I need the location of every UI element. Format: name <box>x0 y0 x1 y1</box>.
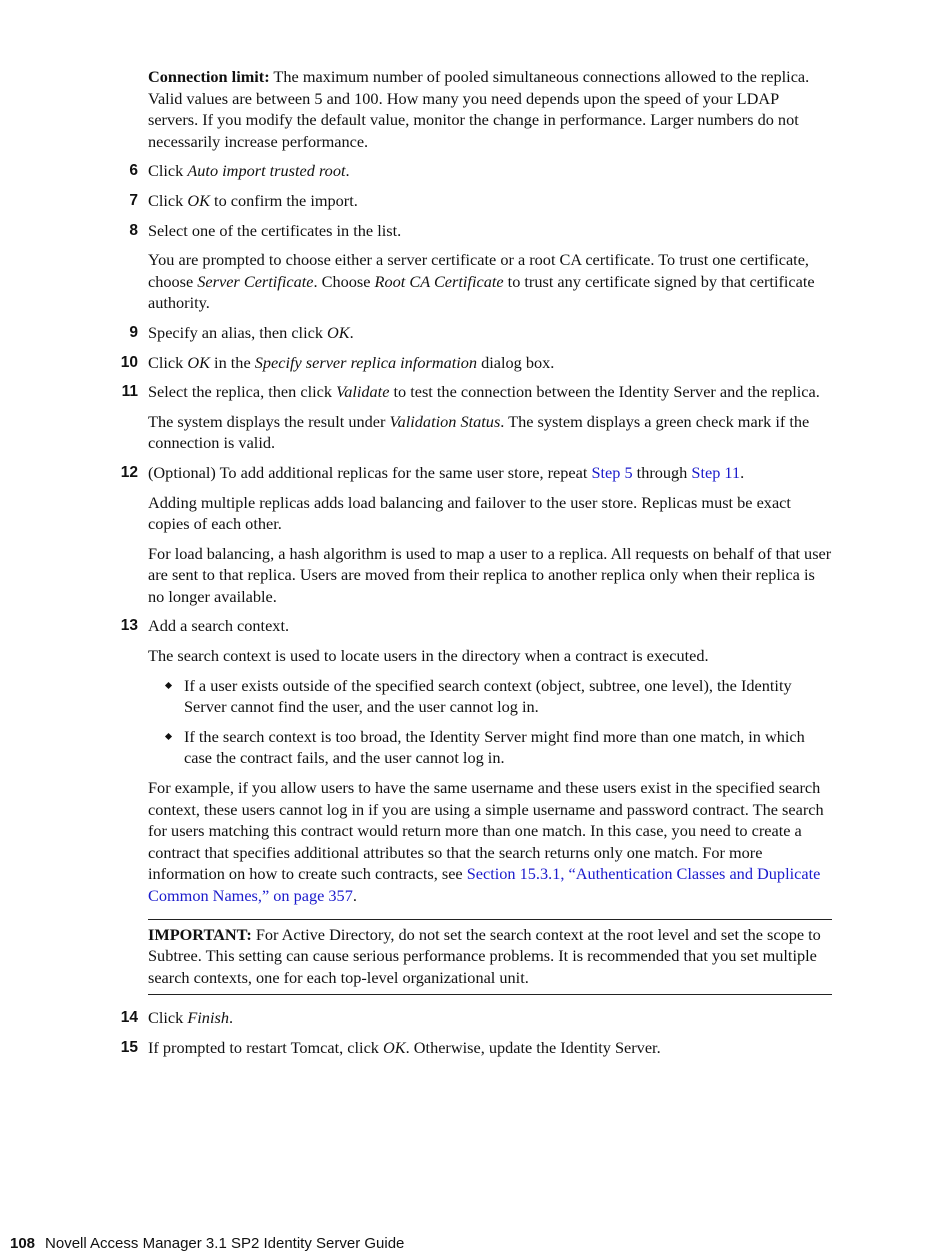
ui-term: OK <box>187 190 210 210</box>
step-number: 8 <box>129 221 138 239</box>
ui-term: Finish <box>187 1008 229 1028</box>
step-12-detail-1: Adding multiple replicas adds load balancing and failover to the user store. Replicas must be exact copies of each other. <box>148 492 791 534</box>
ui-term: Auto import trusted root <box>187 161 346 181</box>
detail-text: to trust any certificate signed by that certificate authority. <box>148 271 815 313</box>
important-text: For Active Directory, do not set the search context at the root level and set the scope to Subtree. This setting can cause serious performance problems. It is recommended that you set multiple search contexts, one for each top-level organizational unit. <box>148 924 821 987</box>
step-text-part: . <box>740 462 745 482</box>
step-13 <box>120 615 832 637</box>
step-text-part: to confirm the import. <box>209 190 358 210</box>
ui-term: Validate <box>336 382 390 402</box>
step-text: Select one of the certificates in the list. <box>148 220 402 240</box>
step-text <box>148 322 832 344</box>
example-text: For example, if you allow users to have the same username and these users exist in the specified search context, these users cannot log in if you are using a simple username and password contract. The search for users matching this contract would return more than one match. In this case, you need to create a contract that specifies additional attributes so that the search returns only one match. For more information on how to create such contracts, see <box>148 778 824 884</box>
step-number: 9 <box>129 323 138 341</box>
ui-term: OK <box>187 352 210 372</box>
step-text-part: in the <box>209 352 255 372</box>
ui-term: OK <box>383 1037 406 1057</box>
page-footer <box>10 1235 404 1252</box>
step-number: 7 <box>129 191 138 209</box>
connection-limit-label: Connection limit: <box>148 67 270 86</box>
step-number: 14 <box>120 1009 138 1027</box>
ui-term: OK <box>327 322 350 342</box>
page-content <box>120 66 832 1067</box>
step-text-part: . Otherwise, update the Identity Server. <box>405 1037 661 1057</box>
step-text-part: to test the connection between the Identity Server and the replica. <box>389 382 820 402</box>
connection-limit-text: The maximum number of pooled simultaneous connections allowed to the replica. Valid values are between 5 and 100. How many you need depends upon the speed of your LDAP servers. If you modify the default value, monitor the change in performance. Larger numbers do not necessarily increase performance. <box>148 67 810 151</box>
bullet-text: If a user exists outside of the specified search context (object, subtree, one level), the Identity Server cannot find the user, and the user cannot log in. <box>184 675 792 717</box>
step-text <box>148 160 832 182</box>
step-text <box>148 1037 832 1059</box>
page-number: 108 <box>10 1235 36 1252</box>
step-13-detail: The search context is used to locate users in the directory when a contract is executed. <box>148 646 709 666</box>
step-text-part: If prompted to restart Tomcat, click <box>148 1037 384 1057</box>
step-text-part: Click <box>148 352 188 372</box>
step-number: 13 <box>120 617 138 635</box>
ui-term: Server Certificate <box>197 271 314 291</box>
step-number: 12 <box>120 463 138 481</box>
step-9 <box>129 322 832 344</box>
step-text-part: Click <box>148 1008 188 1028</box>
search-context-bullets <box>148 675 832 769</box>
step-13-example <box>148 777 832 907</box>
connection-limit-paragraph <box>148 66 832 152</box>
step-text <box>148 190 832 212</box>
important-note <box>148 919 832 996</box>
step-number: 15 <box>120 1038 138 1056</box>
step-6 <box>129 160 832 182</box>
step-text-part: (Optional) To add additional replicas for the same user store, repeat <box>148 462 592 482</box>
step-text-part: Specify an alias, then click <box>148 322 328 342</box>
diamond-bullet-icon <box>165 733 172 740</box>
step-number: 11 <box>121 383 138 401</box>
ui-term: Specify server replica information <box>254 352 478 372</box>
step-8-detail <box>148 249 832 314</box>
step-text-part: . <box>228 1008 234 1028</box>
step-7 <box>129 190 832 212</box>
step-11-detail <box>148 411 832 454</box>
step-text-part: . <box>345 161 350 181</box>
step-11 <box>121 381 832 403</box>
step-15 <box>120 1037 832 1059</box>
section-15-3-1-link[interactable]: Section 15.3.1, “Authentication Classes and Duplicate Common Names,” on page 357 <box>148 864 821 905</box>
step-8 <box>129 220 832 242</box>
step-text-part: dialog box. <box>477 352 555 372</box>
step-text-part: . <box>349 322 354 342</box>
book-title: Novell Access Manager 3.1 SP2 Identity Server Guide <box>45 1235 405 1252</box>
step-11-link[interactable]: Step 11 <box>691 462 741 482</box>
step-text <box>148 381 832 403</box>
step-5-link[interactable]: Step 5 <box>591 462 633 482</box>
detail-text: You are prompted to choose either a server certificate or a root CA certificate. To trust one certificate, choose <box>148 250 810 291</box>
list-item <box>148 675 832 718</box>
step-14 <box>120 1007 832 1029</box>
example-text: . <box>352 886 357 905</box>
step-number: 6 <box>129 162 138 180</box>
detail-text: . The system displays a green check mark if the connection is valid. <box>148 411 810 453</box>
step-text <box>148 1007 832 1029</box>
bullet-text: If the search context is too broad, the Identity Server might find more than one match, in which case the contract fails, and the user cannot log in. <box>184 726 805 768</box>
diamond-bullet-icon <box>165 682 172 689</box>
step-number: 10 <box>120 353 138 371</box>
step-text-part: through <box>632 462 692 482</box>
step-text-part: Click <box>148 161 188 181</box>
step-12-detail-2: For load balancing, a hash algorithm is used to map a user to a replica. All requests on behalf of that user are sent to that replica. Users are moved from their replica to another replica only when their replica is no longer available. <box>148 543 832 606</box>
important-label: IMPORTANT: <box>148 924 252 944</box>
step-text-part: Click <box>148 190 188 210</box>
step-12 <box>120 462 832 484</box>
list-item <box>148 726 832 769</box>
detail-text: . Choose <box>313 271 375 291</box>
step-10 <box>120 352 832 374</box>
step-text-part: Select the replica, then click <box>148 382 337 402</box>
step-text <box>148 462 832 484</box>
step-text: Add a search context. <box>148 616 290 636</box>
ui-term: Root CA Certificate <box>374 271 504 291</box>
step-text <box>148 352 832 374</box>
ui-term: Validation Status <box>389 411 501 431</box>
detail-text: The system displays the result under <box>148 411 390 431</box>
